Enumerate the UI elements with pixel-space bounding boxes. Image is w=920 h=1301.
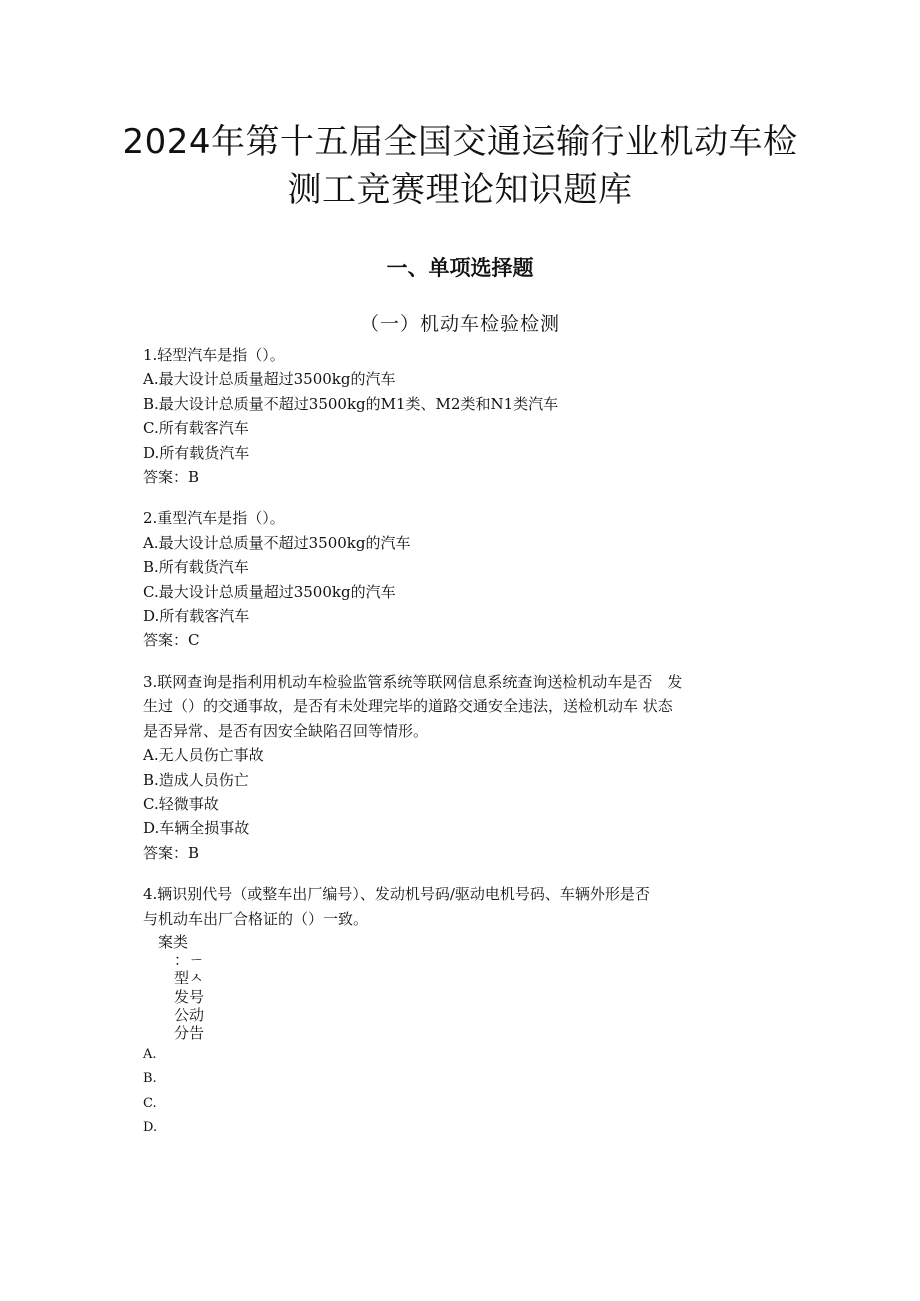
option-d: D. [143,1120,158,1136]
option-b: B.造成人员伤亡 [143,770,249,789]
document-title-line-2: 测工竞赛理论知识题库 [287,170,633,210]
question-2 [143,506,808,652]
answer: 答案：B [143,843,200,862]
option-b: B. [143,1071,157,1087]
garbled-text: ：ㄧ [174,950,205,969]
option-c: C.所有载客汽车 [143,419,249,438]
section-heading: 一、单项选择题 [386,256,534,280]
question-stem: 2.重型汽车是指（）。 [143,509,285,528]
subsection-heading: （一）机动车检验检测 [359,313,560,335]
question-stem-line-1: 4.辆识别代号（或整车出厂编号）、发动机号码/驱动电机号码、车辆外形是否 [143,885,650,904]
option-a: A. [143,1046,157,1062]
question-stem-line-2: 生过（）的交通事故，是否有未处理完毕的道路交通安全违法，送检机动车 状态 [143,697,673,716]
question-list [143,343,808,1158]
option-c: C.最大设计总质量超过3500kg的汽车 [143,582,396,601]
garbled-text-block [143,933,808,1043]
question-stem-line-2: 与机动车出厂合格证的（）一致。 [143,909,369,928]
option-b: B.所有载货汽车 [143,558,249,577]
option-b: B.最大设计总质量不超过3500kg的M1类、M2类和N1类汽车 [143,394,559,413]
garbled-text: 公动 [174,1005,205,1024]
option-a: A.最大设计总质量不超过3500kg的汽车 [143,533,411,552]
garbled-text: 案类 [158,932,189,951]
option-c: C.轻微事故 [143,794,219,813]
document-title-line-1: 2024年第十五届全国交通运输行业机动车检 [122,122,798,162]
option-d: D.所有载客汽车 [143,607,250,626]
garbled-text: 发号 [174,987,205,1006]
question-4 [143,882,808,1141]
answer: 答案：B [143,468,200,487]
option-d: D.所有载货汽车 [143,443,250,462]
question-1 [143,343,808,489]
option-a: A.最大设计总质量超过3500kg的汽车 [143,370,396,389]
document-title [0,118,920,214]
question-stem: 1.轻型汽车是指（）。 [143,346,285,364]
question-stem-line-1: 3.联网查询是指利用机动车检验监管系统等联网信息系统查询送检机动车是否 发 [143,672,683,691]
garbled-text: 型ㅅ [174,968,204,987]
garbled-text: 分告 [174,1023,205,1042]
option-a: A.无人员伤亡事故 [143,746,264,765]
option-d: D.车辆全损事故 [143,819,250,838]
option-c: C. [143,1095,157,1111]
answer: 答案：C [143,631,200,650]
question-3 [143,670,808,865]
question-stem-line-3: 是否异常、是否有因安全缺陷召回等情形。 [143,721,429,740]
